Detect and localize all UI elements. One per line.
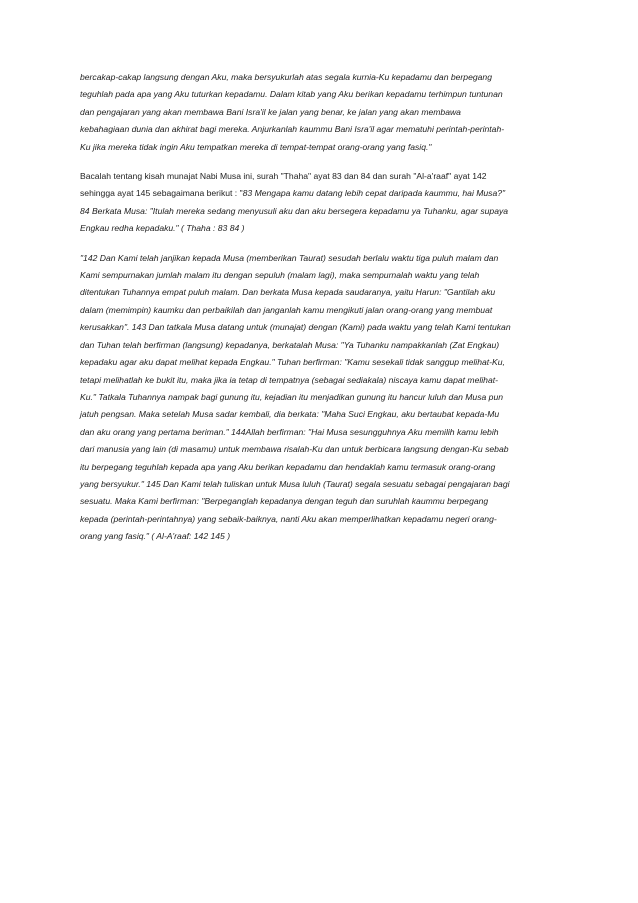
text-line: Bacalah tentang kisah munajat Nabi Musa ini, surah "Thaha" ayat 83 dan 84 dan surah "Al-a'raaf" ayat 142 xyxy=(80,171,487,182)
text-line: Ku jika mereka tidak ingin Aku tempatkan mereka di tempat-tempat orang-orang yang fasiq." xyxy=(80,141,432,152)
text-line: ditentukan Tuhannya empat puluh malam. Dan berkata Musa kepada saudaranya, yaitu Harun: "Gantilah aku xyxy=(80,287,496,298)
document-page xyxy=(80,69,560,546)
text-line: kepadaku agar aku dapat melihat kepada Engkau." Tuhan berfirman: "Kamu sesekali tidak sanggup melihat-Ku, xyxy=(80,357,505,368)
text-line: dan aku orang yang pertama beriman." 144Allah berfirman: "Hai Musa sesungguhnya Aku memilih kamu lebih xyxy=(80,426,499,437)
text-line: bercakap-cakap langsung dengan Aku, maka bersyukurlah atas segala kurnia-Ku kepadamu dan berpegang xyxy=(80,72,492,82)
text-line: yang bersyukur." 145 Dan Kami telah tuliskan untuk Musa luluh (Taurat) segala sesuatu sebagai pengajaran bagi xyxy=(80,478,510,489)
text-line: kebahagiaan dunia dan akhirat bagi mereka. Anjurkanlah kaummu Bani Isra'il agar mematuhi perintah-perintah- xyxy=(80,124,505,135)
text-line: orang yang fasiq." ( Al-A'raaf: 142 145 ) xyxy=(80,531,231,542)
text-line: dan pengajaran yang akan membawa Bani Isra'il ke jalan yang benar, ke jalan yang akan membawa xyxy=(80,106,461,117)
text-line: sesuatu. Maka Kami berfirman: "Berpeganglah kepadanya dengan teguh dan suruhlah kaummu berpegang xyxy=(80,496,489,507)
text-line: dan Tuhan telah berfirman (langsung) kepadanya, berkatalah Musa: "Ya Tuhanku nampakkanlah (Zat Engkau) xyxy=(80,339,500,350)
text-run-plain: sehingga ayat 145 sebagaimana berikut : " xyxy=(80,188,243,199)
paragraph-al-araaf-verses xyxy=(80,250,560,546)
text-line: dari manusia yang lain (di masamu) untuk membawa risalah-Ku dan untuk berbicara langsung dengan-Ku sebab xyxy=(80,444,509,455)
text-line: itu berpegang teguhlah kepada apa yang Aku berikan kepadamu dan hendaklah kamu termasuk orang-orang xyxy=(80,461,496,472)
paragraph-spacer xyxy=(80,238,560,250)
text-line: jatuh pengsan. Maka setelah Musa sadar kembali, dia berkata: "Maha Suci Engkau, aku bertaubat kepada-Mu xyxy=(80,409,500,420)
paragraph-spacer xyxy=(80,156,560,168)
text-run-italic: 83 Mengapa kamu datang lebih cepat daripada kaummu, hai Musa?" xyxy=(242,188,506,199)
text-line: tetapi melihatlah ke bukit itu, maka jika ia tetap di tempatnya (sebagai sediakala) niscaya kamu dapat melihat- xyxy=(80,374,498,385)
text-line: dalam (memimpin) kaumku dan perbaikilah dan janganlah kamu mengikuti jalan orang-orang yang membuat xyxy=(80,304,493,315)
text-line: kerusakkan". 143 Dan tatkala Musa datang untuk (munajat) dengan (Kami) pada waktu yang telah Kami tentukan xyxy=(80,322,511,333)
text-line: kepada (perintah-perintahnya) yang sebaik-baiknya, nanti Aku akan memperlihatkan kepadamu negeri orang- xyxy=(80,513,497,524)
text-line: Engkau redha kepadaku." ( Thaha : 83 84 ) xyxy=(80,223,245,234)
paragraph-introduction xyxy=(80,168,560,238)
text-line: "142 Dan Kami telah janjikan kepada Musa (memberikan Taurat) sesudah berlalu waktu tiga puluh malam dan xyxy=(80,252,499,263)
text-line: Kami sempurnakan jumlah malam itu dengan sepuluh (malam lagi), maka sempurnalah waktu yang telah xyxy=(80,270,480,281)
paragraph-quran-narration xyxy=(80,69,560,156)
text-line: Ku." Tatkala Tuhannya nampak bagi gunung itu, kejadian itu menjadikan gunung itu hancur luluh dan Musa pun xyxy=(80,391,504,402)
text-line: 84 Berkata Musa: "Itulah mereka sedang menyusuli aku dan aku bersegera kepadamu ya Tuhanku, agar supaya xyxy=(80,205,509,216)
text-line-mixed xyxy=(80,185,560,202)
text-line: teguhlah pada apa yang Aku tuturkan kepadamu. Dalam kitab yang Aku berikan kepadamu terhimpun tuntunan xyxy=(80,89,503,100)
